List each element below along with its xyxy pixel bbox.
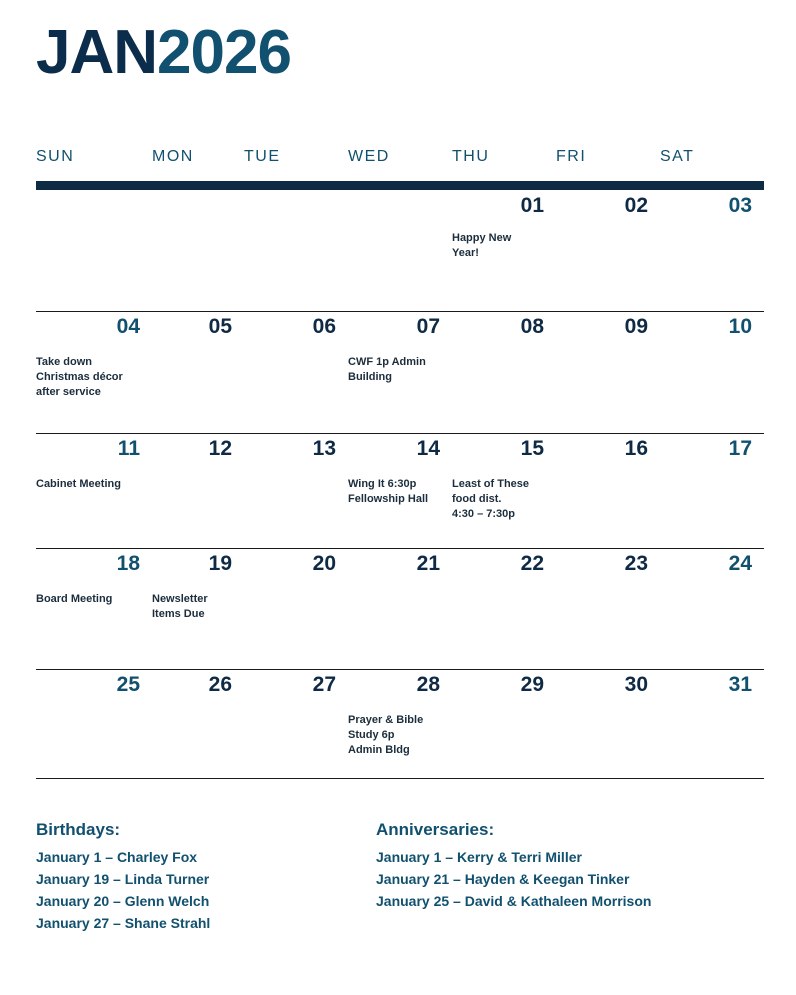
- dow-wed: WED: [348, 148, 390, 165]
- day-number: 05: [208, 315, 232, 338]
- calendar-event: Newsletter Items Due: [152, 593, 208, 620]
- calendar-week-row: [36, 311, 764, 434]
- day-number: 22: [520, 552, 544, 575]
- calendar-event: CWF 1p Admin Building: [348, 356, 426, 383]
- week-divider: [36, 778, 764, 779]
- day-number: 10: [728, 315, 752, 338]
- calendar-event: Board Meeting: [36, 593, 113, 605]
- day-number: 02: [624, 194, 648, 217]
- calendar-week-row: [36, 190, 764, 312]
- birthday-item: January 19 – Linda Turner: [36, 871, 210, 887]
- day-number: 15: [520, 437, 544, 460]
- calendar-event: Wing It 6:30p Fellowship Hall: [348, 478, 429, 505]
- day-number: 11: [117, 437, 140, 460]
- day-number: 29: [520, 673, 544, 696]
- calendar-week-row: [36, 669, 764, 779]
- day-number: 17: [728, 437, 752, 460]
- day-number: 01: [520, 194, 544, 217]
- anniversaries-title: Anniversaries:: [376, 820, 495, 839]
- day-number: 23: [624, 552, 648, 575]
- month-label: JAN: [36, 18, 158, 87]
- birthdays-title: Birthdays:: [36, 820, 121, 839]
- calendar-event: Happy New Year!: [452, 232, 512, 259]
- calendar-title: [36, 18, 291, 87]
- day-number: 04: [116, 315, 140, 338]
- day-number: 30: [624, 673, 648, 696]
- dow-sun: SUN: [36, 148, 75, 165]
- dow-fri: FRI: [556, 148, 587, 165]
- day-number: 16: [624, 437, 648, 460]
- birthday-item: January 27 – Shane Strahl: [36, 915, 211, 931]
- day-number: 03: [728, 194, 752, 217]
- calendar-week-row: [36, 433, 764, 549]
- day-number: 12: [208, 437, 232, 460]
- day-number: 06: [312, 315, 336, 338]
- anniversary-item: January 21 – Hayden & Keegan Tinker: [376, 871, 630, 887]
- day-number: 19: [208, 552, 232, 575]
- calendar-week-row: [36, 548, 764, 670]
- dow-tue: TUE: [244, 148, 281, 165]
- day-number: 27: [312, 673, 336, 696]
- year-label: 2026: [157, 18, 291, 87]
- day-number: 24: [728, 552, 752, 575]
- day-number: 07: [416, 315, 440, 338]
- day-number: 28: [416, 673, 440, 696]
- calendar-event: Least of These food dist. 4:30 – 7:30p: [452, 478, 530, 520]
- day-number: 14: [416, 437, 440, 460]
- calendar-event: Prayer & Bible Study 6p Admin Bldg: [348, 714, 424, 756]
- dow-sat: SAT: [660, 148, 695, 165]
- calendar-event: Cabinet Meeting: [36, 478, 121, 490]
- day-number: 13: [312, 437, 336, 460]
- day-of-week-header: [36, 148, 764, 168]
- day-number: 21: [416, 552, 440, 575]
- day-number: 08: [520, 315, 544, 338]
- anniversary-item: January 1 – Kerry & Terri Miller: [376, 849, 582, 865]
- birthday-item: January 20 – Glenn Welch: [36, 893, 210, 909]
- day-number: 31: [728, 673, 752, 696]
- anniversaries-section: [376, 820, 651, 912]
- day-number: 18: [116, 552, 140, 575]
- dow-thu: THU: [452, 148, 490, 165]
- header-divider-bar: [36, 181, 764, 190]
- birthdays-section: [36, 820, 210, 934]
- anniversary-item: January 25 – David & Kathaleen Morrison: [376, 893, 652, 909]
- dow-mon: MON: [152, 148, 194, 165]
- day-number: 26: [208, 673, 232, 696]
- day-number: 09: [624, 315, 648, 338]
- calendar-event: Take down Christmas décor after service: [36, 356, 123, 398]
- birthday-item: January 1 – Charley Fox: [36, 849, 198, 865]
- day-number: 25: [116, 673, 140, 696]
- day-number: 20: [312, 552, 336, 575]
